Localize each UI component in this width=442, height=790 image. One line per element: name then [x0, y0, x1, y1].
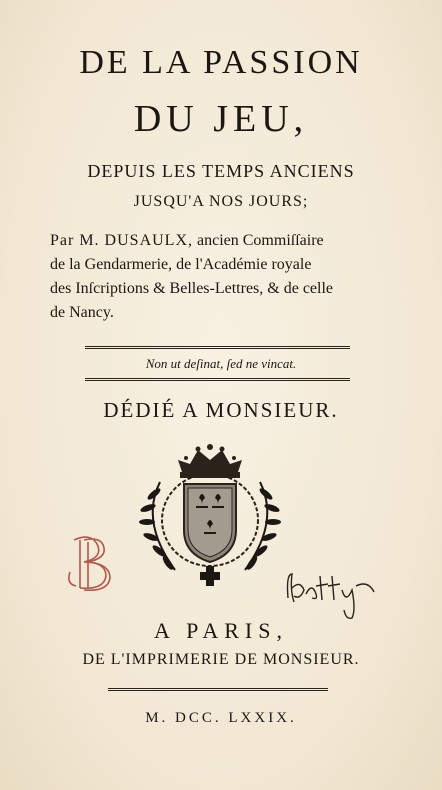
royal-coat-of-arms-icon [120, 442, 300, 592]
imprint-place: A PARIS, [153, 618, 288, 643]
rule-top [85, 346, 350, 349]
author-line-4: de Nancy. [50, 304, 114, 321]
author-line-2: de la Gendarmerie, de l'Académie royale [50, 256, 312, 273]
title-line-2: DU JEU, [133, 98, 309, 140]
subtitle-line-2: JUSQU'A NOS JOURS; [133, 193, 309, 210]
author-line-1 [50, 229, 412, 253]
library-stamp-icon [62, 532, 124, 594]
dedication: DÉDIÉ A MONSIEUR. [103, 398, 339, 422]
title-line-1: DE LA PASSION [79, 44, 363, 81]
rule-bottom [85, 378, 350, 381]
author-name: Par M. DUSAULX, [50, 232, 193, 249]
motto: Non ut deſinat, ſed ne vincat. [145, 356, 297, 371]
author-block [50, 229, 412, 325]
subtitle-line-1: DEPUIS LES TEMPS ANCIENS [87, 161, 355, 181]
author-title: ancien Commiſſaire [193, 232, 324, 249]
author-line-3: des Inſcriptions & Belles-Lettres, & de celle [50, 280, 334, 297]
handwritten-signature [282, 560, 382, 620]
imprint-printer: DE L'IMPRIMERIE DE MONSIEUR. [82, 651, 360, 668]
imprint-year: M. DCC. LXXIX. [145, 710, 297, 726]
rule-imprint [108, 688, 328, 691]
